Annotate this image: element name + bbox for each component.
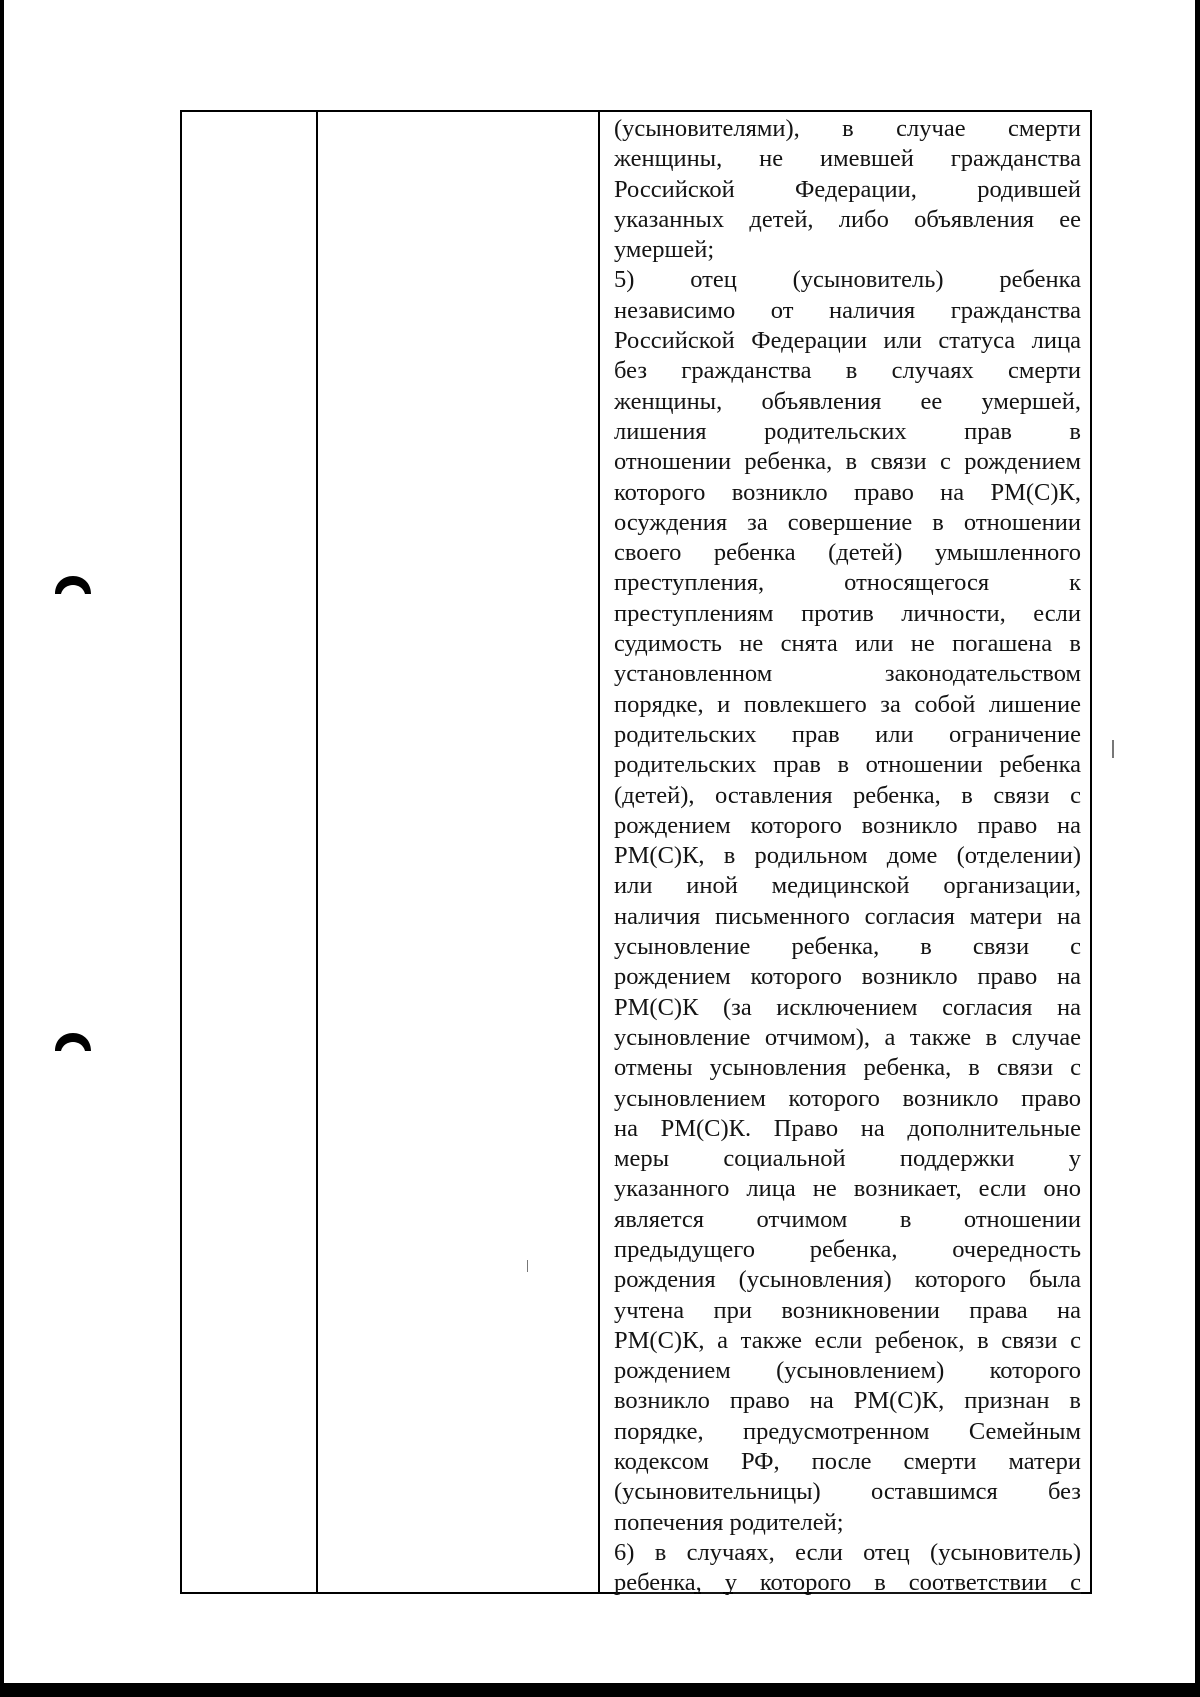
text-line-content: отношении ребенка, в связи с рождением	[614, 448, 1081, 476]
text-line	[614, 265, 1081, 295]
text-line-content: на РМ(С)К. Право на дополнительные	[614, 1114, 1081, 1142]
text-line	[614, 447, 1081, 477]
text-line-content: (усыновительницы) оставшимся без	[614, 1478, 1081, 1506]
text-line	[614, 1235, 1081, 1265]
text-line-content: (детей), оставления ребенка, в связи с	[614, 781, 1081, 809]
text-line-content: отмены усыновления ребенка, в связи с	[614, 1054, 1081, 1082]
text-line	[614, 1265, 1081, 1295]
text-line	[614, 659, 1081, 689]
text-line-content: без гражданства в случаях смерти	[614, 357, 1081, 385]
text-line	[614, 750, 1081, 780]
text-line-content: возникло право на РМ(С)К, признан в	[614, 1387, 1081, 1415]
scan-left-edge	[0, 0, 4, 1697]
text-line-content: рождением которого возникло право на	[614, 811, 1081, 839]
text-line-content: РМ(С)К, а также если ребенок, в связи с	[614, 1326, 1081, 1354]
text-line-content: РМ(С)К (за исключением согласия на	[614, 993, 1081, 1021]
text-line-content: меры социальной поддержки у	[614, 1145, 1081, 1173]
text-line-content: судимость не снята или не погашена в	[614, 630, 1081, 658]
text-line-content: которого возникло право на РМ(С)К,	[614, 478, 1081, 506]
text-line	[614, 720, 1081, 750]
text-line	[614, 1174, 1081, 1204]
text-line	[614, 962, 1081, 992]
text-line-content: усыновление ребенка, в связи с	[614, 933, 1081, 961]
text-line	[614, 993, 1081, 1023]
text-line-content: попечения родителей;	[614, 1508, 844, 1536]
text-line-content: указанных детей, либо объявления ее	[614, 205, 1081, 233]
text-line-content: установленном законодательством	[614, 660, 1081, 688]
scan-speck	[1112, 740, 1114, 758]
text-line	[614, 1568, 1081, 1598]
text-line-content: преступлениям против личности, если	[614, 599, 1081, 627]
text-line-content: усыновление отчимом), а также в случае	[614, 1023, 1081, 1051]
text-line-content: 5) отец (усыновитель) ребенка	[614, 266, 1081, 294]
text-line-content: предыдущего ребенка, очередность	[614, 1235, 1081, 1263]
text-line	[614, 326, 1081, 356]
text-line	[614, 1023, 1081, 1053]
text-line	[614, 205, 1081, 235]
text-line	[614, 1296, 1081, 1326]
text-line	[614, 1447, 1081, 1477]
text-line	[614, 144, 1081, 174]
punch-hole-mark-top	[52, 558, 94, 600]
text-line-content: 6) в случаях, если отец (усыновитель)	[614, 1538, 1081, 1566]
text-line	[614, 1053, 1081, 1083]
text-line	[614, 629, 1081, 659]
text-line	[614, 1417, 1081, 1447]
text-line-content: РМ(С)К, в родильном доме (отделении)	[614, 842, 1081, 870]
text-line-content: рождением которого возникло право на	[614, 963, 1081, 991]
text-line-content: родительских прав или ограничение	[614, 720, 1081, 748]
text-line	[614, 690, 1081, 720]
scan-bottom-edge	[0, 1683, 1200, 1697]
text-line	[614, 568, 1081, 598]
table-column-divider-2	[598, 112, 600, 1592]
text-line	[614, 1386, 1081, 1416]
text-line	[614, 1084, 1081, 1114]
text-line-content: женщины, объявления ее умершей,	[614, 387, 1081, 415]
text-line	[614, 1538, 1081, 1568]
text-line	[614, 932, 1081, 962]
text-line	[614, 1477, 1081, 1507]
text-line-content: Российской Федерации, родившей	[614, 175, 1081, 203]
text-line	[614, 1144, 1081, 1174]
text-line-content: порядке, и повлекшего за собой лишение	[614, 690, 1081, 718]
text-line	[614, 599, 1081, 629]
text-line-content: преступления, относящегося к	[614, 569, 1081, 597]
text-line-content: Российской Федерации или статуса лица	[614, 327, 1081, 355]
text-line-content: осуждения за совершение в отношении	[614, 508, 1081, 536]
text-line-content: наличия письменного согласия матери на	[614, 902, 1081, 930]
text-line	[614, 902, 1081, 932]
text-line-content: женщины, не имевшей гражданства	[614, 145, 1081, 173]
text-line	[614, 175, 1081, 205]
text-line	[614, 871, 1081, 901]
text-line	[614, 387, 1081, 417]
text-line-content: порядке, предусмотренном Семейным	[614, 1417, 1081, 1445]
text-line	[614, 508, 1081, 538]
text-line-content: или иной медицинской организации,	[614, 872, 1081, 900]
text-line	[614, 1205, 1081, 1235]
text-line-content: является отчимом в отношении	[614, 1205, 1081, 1233]
punch-hole-mark-bottom	[52, 1015, 94, 1057]
text-line-content: кодексом РФ, после смерти матери	[614, 1448, 1081, 1476]
document-table	[180, 110, 1092, 1597]
scan-right-edge	[1195, 0, 1200, 1697]
text-line	[614, 538, 1081, 568]
text-line-content: ребенка, у которого в соответствии с	[614, 1569, 1081, 1597]
text-line-content: независимо от наличия гражданства	[614, 296, 1081, 324]
text-line	[614, 1326, 1081, 1356]
text-line-content: рождением (усыновлением) которого	[614, 1357, 1081, 1385]
text-line-content: своего ребенка (детей) умышленного	[614, 539, 1081, 567]
text-line-content: умершей;	[614, 236, 715, 264]
text-line	[614, 1114, 1081, 1144]
text-line	[614, 781, 1081, 811]
text-line	[614, 235, 1081, 265]
text-line-content: лишения родительских прав в	[614, 417, 1081, 445]
text-line	[614, 114, 1081, 144]
text-line-content: усыновлением которого возникло право	[614, 1084, 1081, 1112]
text-line	[614, 356, 1081, 386]
text-line-content: учтена при возникновении права на	[614, 1296, 1081, 1324]
text-line	[614, 1356, 1081, 1386]
table-column-divider-1	[316, 112, 318, 1592]
text-line	[614, 478, 1081, 508]
text-line-content: указанного лица не возникает, если оно	[614, 1175, 1081, 1203]
table-cell-text-column-3	[614, 114, 1081, 1599]
text-line-content: (усыновителями), в случае смерти	[614, 115, 1081, 142]
text-line	[614, 841, 1081, 871]
text-line-content: рождения (усыновления) которого была	[614, 1266, 1081, 1294]
text-line	[614, 811, 1081, 841]
text-line-content: родительских прав в отношении ребенка	[614, 751, 1081, 779]
text-line	[614, 1508, 1081, 1538]
text-line	[614, 417, 1081, 447]
text-line	[614, 296, 1081, 326]
